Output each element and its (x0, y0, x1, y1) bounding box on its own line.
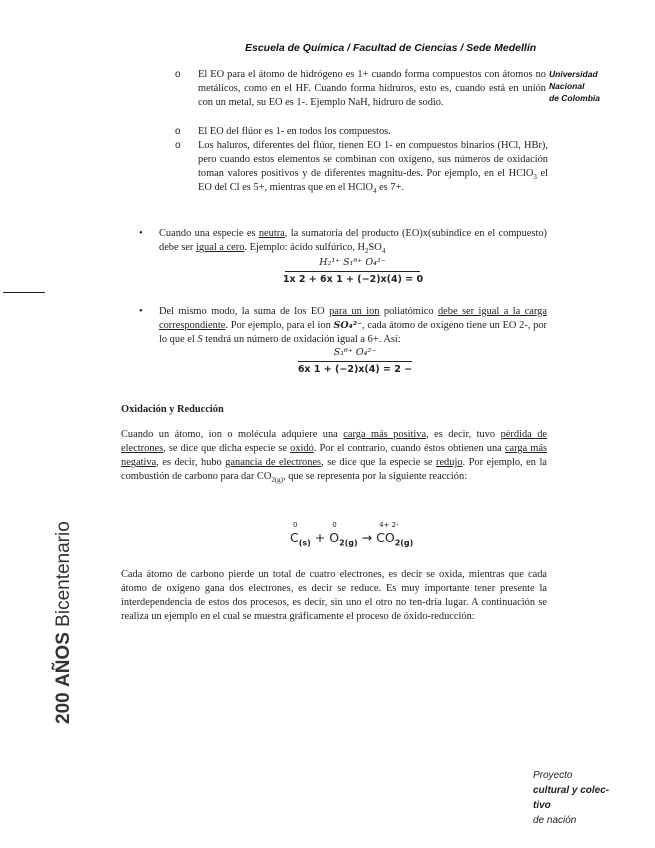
italic-text: S (197, 334, 203, 345)
section-title: Oxidación y Reducción (121, 404, 224, 415)
text: Los haluros, diferentes del flúor, tienen EO 1- en compuestos binarios (HCl, HBr), pero cuando estos elementos se combinan con oxígeno, sus números de oxidación toman valores positivos y de diferentes magnitu-des. Por ejemplo, en el HClO (198, 140, 548, 179)
formula-2-top: S₁⁶⁺ O₄²⁻ (333, 347, 377, 358)
reactant-carbon (290, 521, 311, 548)
formula-2-line (298, 361, 412, 362)
text: Del mismo modo, la suma de los EO (159, 306, 330, 317)
symbol: CO (376, 530, 395, 545)
university-line-3: de Colombia (549, 93, 601, 103)
bicentenario-word: Bicentenario (53, 521, 74, 627)
bullet-icon: • (139, 306, 143, 317)
formula-2-bottom: 6x 1 + (−2)x(4) = 2 − (297, 364, 413, 375)
reaction-arrow-icon: → (357, 530, 377, 545)
text: , que se representa por la siguiente reacción: (283, 471, 468, 482)
paragraph-oxidation-definition (121, 428, 547, 484)
sub-item-text: El EO para el átomo de hidrógeno es 1+ cuando forma compuestos con átomos no metálicos, como en el HF. Cuando forma hidruros, esto es, cuando está en unión con un metal, su EO es 1-. Ejemplo NaH, hidruro de sodio. (198, 69, 546, 108)
footer-line-3: tivo (533, 800, 551, 811)
footer-line-1: Proyecto (533, 770, 573, 781)
sub-item-haluros (175, 139, 548, 196)
symbol: C (290, 530, 299, 545)
underlined-text: igual a cero (195, 242, 245, 253)
underlined-text: para un ion (329, 306, 380, 317)
text: . Por el contrario, cuando éstos obtienen una (313, 443, 505, 454)
subscript: 3 (533, 173, 537, 182)
university-line-2: Nacional (549, 81, 585, 91)
text: Cuando una especie es (159, 228, 259, 239)
text: , la sumatoria del producto (EO)x(subíndice en el compuesto) debe ser (159, 228, 548, 253)
text: es 7+. (376, 182, 404, 193)
subscript: 4 (372, 187, 377, 196)
text: poliatómico (379, 306, 438, 317)
university-logo-text (549, 68, 600, 104)
bullet-neutral-species (139, 227, 548, 256)
subscript: 2(g) (394, 538, 414, 548)
circle-bullet-icon: o (175, 69, 181, 80)
underlined-text: debe ser igual a la carga correspondiente (159, 306, 547, 331)
bicentenario-logo (53, 521, 75, 724)
product-co2 (376, 521, 414, 548)
formula-1-bottom: 1x 2 + 6x 1 + (−2)x(4) = 0 (282, 274, 424, 285)
text: Cuando un átomo, ion o molécula adquiere una (121, 429, 344, 440)
text: , es decir, hubo (156, 457, 226, 468)
underlined-text: carga más negativa (121, 443, 548, 468)
formula-1-line (285, 271, 420, 272)
bullet-polyatomic-ion (139, 305, 547, 347)
bicentenario-anos: AÑOS (53, 632, 74, 688)
underlined-text: neutra (258, 228, 285, 239)
plus-sign: + (310, 530, 330, 545)
subscript: 2(g) (339, 538, 358, 548)
text: , cada átomo de oxígeno tiene un EO 2-, por lo que el (159, 320, 547, 345)
underlined-text: pérdida de electrones (121, 429, 548, 454)
oxidation-state: 4+ 2- (379, 521, 399, 529)
subscript: (s) (298, 538, 311, 548)
underlined-text: redujo (435, 457, 463, 468)
text: . Ejemplo: ácido sulfúrico, H (244, 242, 366, 253)
bicentenario-digits: 200 (53, 692, 74, 724)
margin-rule (3, 292, 45, 293)
bullet-icon: • (139, 228, 143, 239)
formula-1-top: H₂¹⁺ S₁⁶⁺ O₄²⁻ (319, 257, 386, 268)
oxidation-state: 0 (332, 521, 337, 529)
text: . Por ejemplo, en la combustión de carbono para dar CO (121, 457, 547, 482)
text: , se dice que dicha especie se (163, 443, 291, 454)
page-header: Escuela de Química / Facultad de Ciencias / Sede Medellín (245, 42, 537, 54)
paragraph-redox-explanation: Cada átomo de carbono pierde un total de cuatro electrones, es decir se oxida, mientras que cada átomo de oxígeno gana dos electrones, es decir se reduce. Es muy importante tener presente la interdependencia de estos dos procesos, es decir, sin uno el otro no ten-dría lugar. A continuación se realiza un ejemplo en el cual se muestra gráficamente el proceso de óxido-reducción: (121, 569, 547, 622)
text: SO (368, 242, 382, 253)
text: . Por ejemplo, para el ion (225, 320, 334, 331)
sub-item-fluor (175, 125, 548, 139)
oxidation-state: 0 (293, 521, 298, 529)
sub-item-text: El EO del flúor es 1- en todos los compuestos. (198, 126, 391, 137)
reactant-oxygen (329, 521, 358, 548)
subscript: 2(g) (271, 476, 284, 485)
text: el EO del Cl es 5+, mientras que en el HClO (198, 168, 548, 193)
text: , es decir, tuvo (426, 429, 501, 440)
university-line-1: Universidad (549, 69, 598, 79)
footer-line-4: de nación (533, 815, 577, 826)
underlined-text: oxidó (290, 443, 314, 454)
ion-formula: SO₄²⁻ (333, 320, 362, 331)
combustion-reaction (290, 521, 414, 548)
underlined-text: carga más positiva (343, 429, 427, 440)
sub-item-hidrogeno (175, 68, 546, 110)
text: , se dice que la especie se (321, 457, 436, 468)
footer-slogan (533, 768, 609, 828)
subscript: 4 (381, 247, 386, 256)
subscript: 2 (365, 247, 369, 256)
text: tendrá un número de oxidación igual a 6+. Así: (202, 334, 401, 345)
symbol: O (329, 530, 340, 545)
footer-line-2: cultural y colec- (533, 785, 610, 796)
underlined-text: ganancia de electrones (225, 457, 322, 468)
circle-bullet-icon: o (175, 140, 181, 151)
circle-bullet-icon: o (175, 126, 181, 137)
